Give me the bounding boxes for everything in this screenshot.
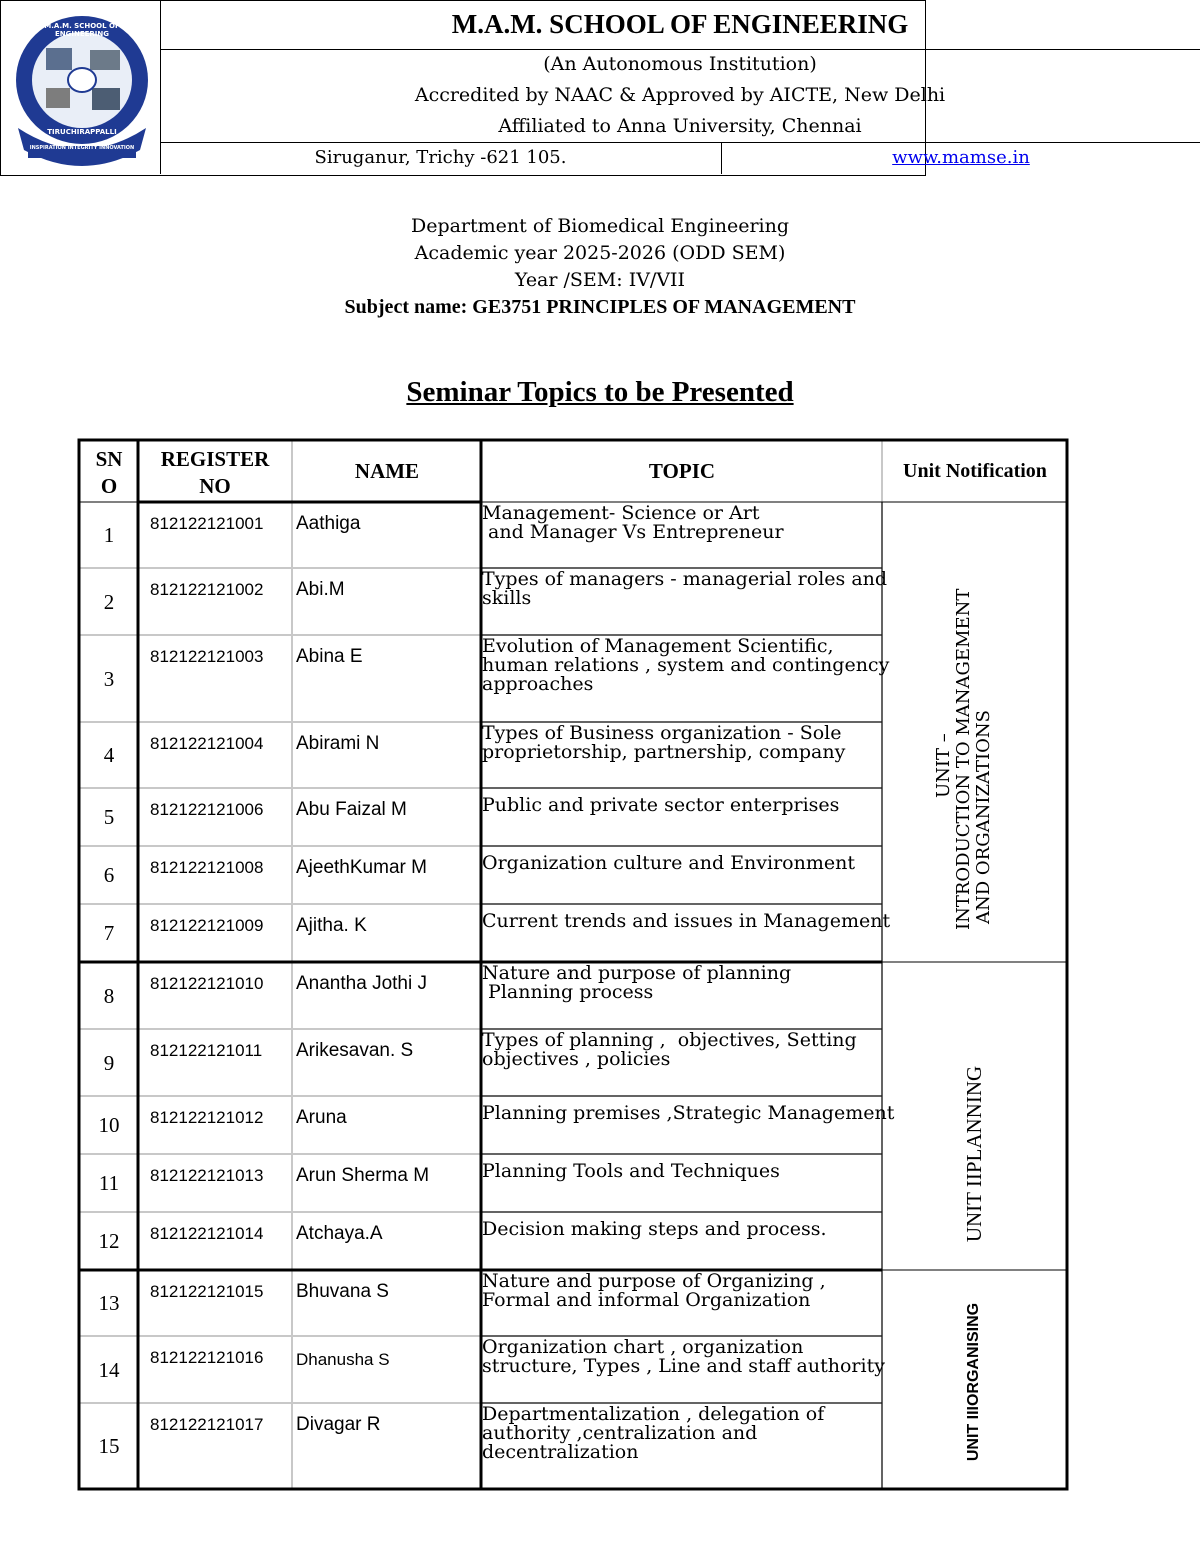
row-8-name: Anantha Jothi J xyxy=(296,973,427,994)
topic-line: Nature and purpose of planning xyxy=(482,962,792,984)
unit-1-line2: INTRODUCTION TO MANAGEMENT xyxy=(953,588,974,930)
row-6-register-no: 812122121008 xyxy=(150,858,264,877)
row-7-name: Ajitha. K xyxy=(296,915,367,936)
topic-line: proprietorship, partnership, company xyxy=(482,741,846,763)
row-9-name: Arikesavan. S xyxy=(296,1040,414,1061)
row-1-name: Aathiga xyxy=(296,513,361,534)
row-6-sno: 6 xyxy=(103,863,115,887)
topic-line: Management- Science or Art xyxy=(482,502,760,524)
row-14-register-no: 812122121016 xyxy=(150,1348,264,1367)
row-8-topic xyxy=(482,964,882,1002)
topic-line: Formal and informal Organization xyxy=(482,1289,811,1311)
row-6-name: AjeethKumar M xyxy=(296,857,427,878)
row-4-sno: 4 xyxy=(103,743,115,767)
row-14-sno: 14 xyxy=(98,1357,120,1382)
topic-line: Planning Tools and Techniques xyxy=(482,1160,780,1182)
row-10-sno: 10 xyxy=(98,1113,120,1137)
affiliation-line: Affiliated to Anna University, Chennai xyxy=(498,115,862,137)
row-4-register-no: 812122121004 xyxy=(150,734,264,753)
topic-line: Types of Business organization - Sole xyxy=(482,722,842,744)
row-4-topic xyxy=(482,724,882,762)
row-3-sno: 3 xyxy=(103,666,115,691)
address: Siruganur, Trichy -621 105. xyxy=(160,142,722,174)
row-2-register-no: 812122121002 xyxy=(150,580,264,599)
row-1-topic xyxy=(482,504,882,542)
row-13-sno: 13 xyxy=(98,1291,120,1315)
accreditation-line: Accredited by NAAC & Approved by AICTE, New Delhi xyxy=(414,84,946,106)
col-header-sno-line2: O xyxy=(100,474,118,498)
row-6-topic xyxy=(482,854,882,873)
col-header-unit: Unit Notification xyxy=(903,460,1047,482)
year-sem-line: Year /SEM: IV/VII xyxy=(514,269,686,291)
row-12-sno: 12 xyxy=(98,1229,120,1253)
row-3-topic xyxy=(482,635,890,695)
autonomous-line: (An Autonomous Institution) xyxy=(543,53,817,75)
col-header-register-line1: REGISTER xyxy=(160,447,270,471)
row-9-topic xyxy=(482,1031,882,1069)
row-3-register-no: 812122121003 xyxy=(150,647,264,666)
website-link[interactable]: www.mamse.in xyxy=(892,147,1030,168)
row-11-topic xyxy=(482,1162,882,1181)
row-12-name: Atchaya.A xyxy=(296,1223,383,1244)
row-11-name: Arun Sherma M xyxy=(296,1165,430,1186)
logo-text: M.A.M. SCHOOL OF ENGINEERING xyxy=(44,22,120,38)
row-7-register-no: 812122121009 xyxy=(150,916,264,935)
row-9-sno: 9 xyxy=(103,1050,115,1075)
row-5-sno: 5 xyxy=(103,805,115,829)
topic-line: approaches xyxy=(482,673,594,695)
topic-line: Current trends and issues in Management xyxy=(482,910,891,932)
row-14-topic xyxy=(482,1336,885,1377)
row-12-register-no: 812122121014 xyxy=(150,1224,264,1243)
row-8-sno: 8 xyxy=(103,983,115,1008)
department-line: Department of Biomedical Engineering xyxy=(410,215,790,237)
row-5-topic xyxy=(482,796,882,815)
topic-line: Types of managers - managerial roles and xyxy=(482,568,888,590)
unit-1-line1: UNIT – xyxy=(933,733,954,798)
col-header-name: NAME xyxy=(354,459,420,483)
row-1-sno: 1 xyxy=(103,523,115,547)
unit-3-label: UNIT IIIORGANISING xyxy=(965,1302,982,1462)
row-7-topic xyxy=(482,910,891,932)
topic-line: structure, Types , Line and staff authority xyxy=(482,1355,885,1377)
unit-2-label: UNIT IIPLANNING xyxy=(962,1065,986,1243)
topic-line: Organization chart , organization xyxy=(482,1336,804,1358)
row-2-name: Abi.M xyxy=(296,579,345,600)
school-name: M.A.M. SCHOOL OF ENGINEERING xyxy=(451,9,909,39)
row-9-register-no: 812122121011 xyxy=(150,1041,263,1060)
logo-city: TIRUCHIRAPPALLI xyxy=(47,128,117,136)
row-13-name: Bhuvana S xyxy=(296,1281,389,1302)
unit-1-line3: AND ORGANIZATIONS xyxy=(973,710,994,924)
row-11-register-no: 812122121013 xyxy=(150,1166,264,1185)
seminar-title: Seminar Topics to be Presented xyxy=(406,376,794,408)
col-header-sno-line1: SN xyxy=(95,447,123,471)
row-5-register-no: 812122121006 xyxy=(150,800,264,819)
unit-1-label xyxy=(934,590,1014,930)
topic-line: Nature and purpose of Organizing , xyxy=(482,1270,826,1292)
topic-line: Planning premises ,Strategic Management xyxy=(482,1102,895,1124)
row-3-name: Abina E xyxy=(296,646,363,667)
topic-line: authority ,centralization and xyxy=(482,1422,758,1444)
topic-line: objectives , policies xyxy=(482,1048,671,1070)
topic-line: Types of planning , objectives, Setting xyxy=(482,1029,857,1051)
topic-line: Decision making steps and process. xyxy=(482,1218,827,1240)
row-2-sno: 2 xyxy=(103,589,115,614)
col-header-register-line2: NO xyxy=(199,474,231,498)
row-13-register-no: 812122121015 xyxy=(150,1282,264,1301)
topic-line: Departmentalization , delegation of xyxy=(482,1403,825,1425)
row-10-register-no: 812122121012 xyxy=(150,1108,264,1127)
col-header-topic: TOPIC xyxy=(648,459,716,483)
topic-line: decentralization xyxy=(482,1441,639,1463)
col-header-sno xyxy=(80,446,138,500)
subject-line: Subject name: GE3751 PRINCIPLES OF MANAGEMENT xyxy=(344,296,856,318)
row-10-topic xyxy=(482,1102,895,1124)
col-header-register xyxy=(140,446,290,500)
row-13-topic xyxy=(482,1272,882,1310)
row-14-name: Dhanusha S xyxy=(296,1350,390,1369)
row-8-register-no: 812122121010 xyxy=(150,974,264,993)
topic-line: human relations , system and contingency xyxy=(482,654,890,676)
row-15-sno: 15 xyxy=(98,1434,120,1458)
row-15-name: Divagar R xyxy=(296,1414,381,1435)
row-12-topic xyxy=(482,1220,882,1239)
topic-line: Organization culture and Environment xyxy=(482,852,855,874)
row-4-name: Abirami N xyxy=(296,733,380,754)
topic-line: Planning process xyxy=(482,981,654,1003)
row-15-topic xyxy=(482,1405,882,1462)
row-5-name: Abu Faizal M xyxy=(296,799,407,820)
row-11-sno: 11 xyxy=(98,1171,120,1195)
topic-line: and Manager Vs Entrepreneur xyxy=(482,521,784,543)
topic-line: Public and private sector enterprises xyxy=(482,794,840,816)
row-7-sno: 7 xyxy=(103,921,115,945)
row-1-register-no: 812122121001 xyxy=(150,514,264,533)
logo-motto: INSPIRATION INTEGRITY INNOVATION xyxy=(29,145,135,151)
topic-line: skills xyxy=(482,587,532,609)
academic-year-line: Academic year 2025-2026 (ODD SEM) xyxy=(414,242,786,264)
row-15-register-no: 812122121017 xyxy=(150,1415,264,1434)
row-2-topic xyxy=(482,568,888,609)
topic-line: Evolution of Management Scientific, xyxy=(482,635,834,657)
row-10-name: Aruna xyxy=(296,1107,347,1128)
